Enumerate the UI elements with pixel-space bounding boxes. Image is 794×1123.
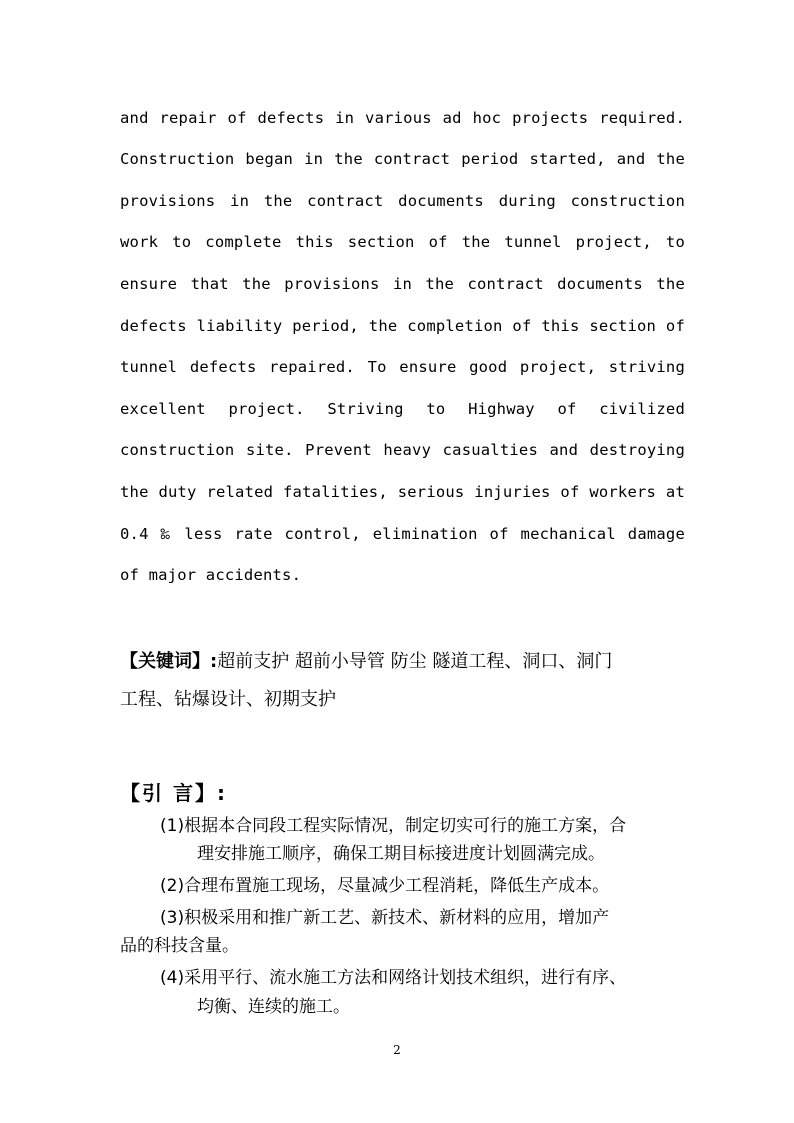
intro-item-1-cont: 理安排施工顺序，确保工期目标接进度计划圆满完成。 <box>197 844 605 864</box>
abstract-line: 0.4 ‰ less rate control, elimination of mechanical damage <box>120 525 685 543</box>
introduction-title: 【引 言】: <box>120 781 227 805</box>
keywords-line-1 <box>120 650 690 674</box>
keywords-line-2: 工程、钻爆设计、初期支护 <box>120 689 336 710</box>
intro-item-1: (1)根据本合同段工程实际情况，制定切实可行的施工方案，合 <box>160 816 627 836</box>
abstract-line: Construction began in the contract period started, and the <box>120 150 685 168</box>
abstract-line: construction site. Prevent heavy casualties and destroying <box>120 441 685 459</box>
intro-item-4-cont: 均衡、连续的施工。 <box>197 997 350 1017</box>
abstract-line: excellent project. Striving to Highway of civilized <box>120 400 685 418</box>
abstract-line: defects liability period, the completion of this section of <box>120 317 685 335</box>
abstract-line: tunnel defects repaired. To ensure good project, striving <box>120 358 685 376</box>
intro-item-2: (2)合理布置施工现场，尽量减少工程消耗，降低生产成本。 <box>160 876 610 896</box>
abstract-line: and repair of defects in various ad hoc projects required. <box>120 109 685 127</box>
abstract-line: ensure that the provisions in the contract documents the <box>120 275 685 293</box>
page-number: 2 <box>393 1043 401 1057</box>
abstract-line: provisions in the contract documents during construction <box>120 192 685 210</box>
intro-item-3-cont: 品的科技含量。 <box>120 936 239 956</box>
intro-item-4: (4)采用平行、流水施工方法和网络计划技术组织，进行有序、 <box>160 968 627 988</box>
abstract-line: of major accidents. <box>120 566 302 584</box>
intro-item-3: (3)积极采用和推广新工艺、新技术、新材料的应用，增加产 <box>160 908 610 928</box>
keywords-text: 超前支护 超前小导管 防尘 隧道工程、洞口、洞门 <box>217 651 613 672</box>
abstract-line: work to complete this section of the tunnel project, to <box>120 233 685 251</box>
abstract-line: the duty related fatalities, serious injuries of workers at <box>120 483 685 501</box>
keywords-label: 【关键词】: <box>120 651 218 672</box>
